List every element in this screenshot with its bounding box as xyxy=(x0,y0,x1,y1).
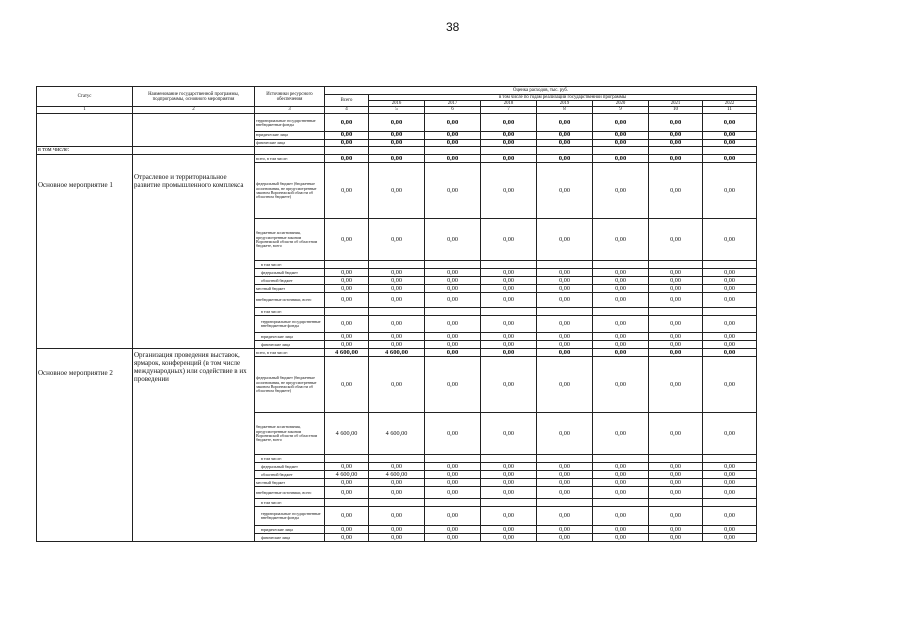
value-cell: 0,00 xyxy=(425,526,481,534)
source-label: в том числе: xyxy=(255,261,325,269)
header-total: Всего xyxy=(325,95,369,107)
value-cell: 0,00 xyxy=(369,219,425,261)
value-cell: 0,00 xyxy=(593,155,649,163)
value-cell: 0,00 xyxy=(703,413,757,455)
value-cell: 0,00 xyxy=(649,463,703,471)
value-cell: 0,00 xyxy=(593,349,649,357)
header-year: 2021 xyxy=(649,101,703,107)
value-cell: 0,00 xyxy=(481,357,537,413)
value-cell: 0,00 xyxy=(703,333,757,341)
value-cell xyxy=(593,499,649,507)
incl-label: в том числе: xyxy=(37,147,133,155)
value-cell: 0,00 xyxy=(481,132,537,140)
value-cell: 0,00 xyxy=(537,316,593,333)
value-cell: 0,00 xyxy=(703,479,757,487)
value-cell xyxy=(537,308,593,316)
source-label: в том числе: xyxy=(255,499,325,507)
value-cell: 0,00 xyxy=(425,285,481,293)
value-cell: 0,00 xyxy=(481,285,537,293)
column-number: 8 xyxy=(537,107,593,114)
column-number: 9 xyxy=(593,107,649,114)
value-cell xyxy=(537,455,593,463)
value-cell: 0,00 xyxy=(703,269,757,277)
value-cell: 0,00 xyxy=(325,316,369,333)
value-cell: 0,00 xyxy=(369,139,425,147)
source-label: бюджетные ассигнования, предусмотренные законом Воронежской области об областном бюджете, всего xyxy=(255,413,325,455)
value-cell: 0,00 xyxy=(537,155,593,163)
value-cell: 0,00 xyxy=(425,333,481,341)
value-cell: 0,00 xyxy=(481,479,537,487)
value-cell: 0,00 xyxy=(425,277,481,285)
table-row xyxy=(37,155,757,163)
source-label: федеральный бюджет (бюджетные ассигнования, не предусмотренные законом Воронежской области об областном бюджете) xyxy=(255,357,325,413)
value-cell: 0,00 xyxy=(325,293,369,308)
value-cell: 0,00 xyxy=(703,285,757,293)
source-label: федеральный бюджет (бюджетные ассигнования, не предусмотренные законом Воронежской области об областном бюджете) xyxy=(255,163,325,219)
value-cell: 0,00 xyxy=(593,471,649,479)
value-cell xyxy=(703,499,757,507)
value-cell: 0,00 xyxy=(703,139,757,147)
value-cell: 0,00 xyxy=(593,269,649,277)
value-cell: 0,00 xyxy=(325,333,369,341)
source-label: бюджетные ассигнования, предусмотренные законом Воронежской области об областном бюджете, всего xyxy=(255,219,325,261)
value-cell: 0,00 xyxy=(425,219,481,261)
value-cell: 4 600,00 xyxy=(369,471,425,479)
value-cell: 0,00 xyxy=(649,526,703,534)
status-cell-empty xyxy=(37,114,133,147)
header-year: 2017 xyxy=(425,101,481,107)
empty-cell xyxy=(133,147,255,155)
measure-name: Отраслевое и территориальное развитие промышленного комплекса xyxy=(133,155,255,349)
source-label: местный бюджет xyxy=(255,479,325,487)
value-cell: 0,00 xyxy=(537,219,593,261)
value-cell: 0,00 xyxy=(649,155,703,163)
value-cell xyxy=(425,308,481,316)
value-cell: 4 600,00 xyxy=(369,349,425,357)
value-cell: 0,00 xyxy=(537,139,593,147)
value-cell: 0,00 xyxy=(425,479,481,487)
value-cell: 4 600,00 xyxy=(325,413,369,455)
value-cell: 0,00 xyxy=(537,132,593,140)
table-row xyxy=(37,114,757,132)
value-cell: 0,00 xyxy=(425,269,481,277)
column-number: 3 xyxy=(255,107,325,114)
value-cell: 0,00 xyxy=(481,219,537,261)
value-cell: 0,00 xyxy=(481,487,537,499)
source-label: в том числе: xyxy=(255,308,325,316)
value-cell: 0,00 xyxy=(649,341,703,349)
value-cell: 0,00 xyxy=(369,155,425,163)
value-cell: 0,00 xyxy=(369,479,425,487)
source-label: федеральный бюджет xyxy=(255,463,325,471)
value-cell: 0,00 xyxy=(425,357,481,413)
value-cell: 0,00 xyxy=(325,534,369,542)
empty-cell xyxy=(593,147,649,155)
value-cell: 0,00 xyxy=(325,487,369,499)
value-cell: 0,00 xyxy=(537,277,593,285)
value-cell: 0,00 xyxy=(593,316,649,333)
value-cell xyxy=(537,261,593,269)
empty-cell xyxy=(255,147,325,155)
value-cell: 0,00 xyxy=(703,471,757,479)
value-cell: 0,00 xyxy=(369,316,425,333)
value-cell xyxy=(369,308,425,316)
header-estimate: Оценка расходов, тыс. руб. xyxy=(325,87,757,95)
value-cell: 0,00 xyxy=(369,277,425,285)
empty-cell xyxy=(369,147,425,155)
value-cell xyxy=(649,261,703,269)
value-cell: 0,00 xyxy=(369,463,425,471)
empty-cell xyxy=(649,147,703,155)
value-cell xyxy=(649,308,703,316)
source-label: территориальные государственные внебюджетные фонды xyxy=(255,507,325,526)
value-cell xyxy=(593,308,649,316)
value-cell: 0,00 xyxy=(703,341,757,349)
value-cell: 0,00 xyxy=(537,479,593,487)
value-cell: 0,00 xyxy=(325,479,369,487)
source-label: юридические лица xyxy=(255,333,325,341)
value-cell: 0,00 xyxy=(481,155,537,163)
value-cell: 0,00 xyxy=(703,293,757,308)
table-row xyxy=(37,147,757,155)
value-cell: 0,00 xyxy=(369,163,425,219)
value-cell: 0,00 xyxy=(593,293,649,308)
value-cell: 0,00 xyxy=(537,463,593,471)
value-cell: 0,00 xyxy=(481,163,537,219)
value-cell: 0,00 xyxy=(593,526,649,534)
value-cell: 0,00 xyxy=(649,357,703,413)
value-cell xyxy=(369,455,425,463)
value-cell: 0,00 xyxy=(703,487,757,499)
value-cell: 0,00 xyxy=(425,507,481,526)
value-cell xyxy=(703,308,757,316)
value-cell: 0,00 xyxy=(481,526,537,534)
value-cell: 0,00 xyxy=(537,349,593,357)
source-label: федеральный бюджет xyxy=(255,269,325,277)
value-cell xyxy=(325,455,369,463)
value-cell: 0,00 xyxy=(425,139,481,147)
value-cell: 0,00 xyxy=(481,534,537,542)
value-cell: 0,00 xyxy=(593,219,649,261)
source-label: областной бюджет xyxy=(255,277,325,285)
value-cell: 0,00 xyxy=(369,269,425,277)
value-cell: 0,00 xyxy=(325,139,369,147)
value-cell: 0,00 xyxy=(537,114,593,132)
value-cell xyxy=(325,308,369,316)
column-number: 5 xyxy=(369,107,425,114)
value-cell: 0,00 xyxy=(537,285,593,293)
value-cell: 0,00 xyxy=(593,534,649,542)
value-cell: 0,00 xyxy=(593,487,649,499)
value-cell: 0,00 xyxy=(325,277,369,285)
value-cell: 0,00 xyxy=(649,333,703,341)
value-cell: 0,00 xyxy=(537,526,593,534)
value-cell: 4 600,00 xyxy=(325,471,369,479)
value-cell: 0,00 xyxy=(649,114,703,132)
header-year: 2019 xyxy=(537,101,593,107)
value-cell: 0,00 xyxy=(481,139,537,147)
empty-cell xyxy=(481,147,537,155)
value-cell: 0,00 xyxy=(325,163,369,219)
value-cell: 0,00 xyxy=(593,114,649,132)
value-cell: 0,00 xyxy=(649,269,703,277)
value-cell: 0,00 xyxy=(593,507,649,526)
value-cell: 0,00 xyxy=(481,341,537,349)
value-cell: 0,00 xyxy=(649,277,703,285)
value-cell: 0,00 xyxy=(369,507,425,526)
value-cell: 0,00 xyxy=(425,413,481,455)
value-cell: 0,00 xyxy=(703,316,757,333)
value-cell: 0,00 xyxy=(425,163,481,219)
empty-cell xyxy=(325,147,369,155)
value-cell: 0,00 xyxy=(325,155,369,163)
value-cell: 0,00 xyxy=(537,163,593,219)
value-cell: 0,00 xyxy=(537,357,593,413)
value-cell: 0,00 xyxy=(649,139,703,147)
value-cell: 0,00 xyxy=(425,132,481,140)
value-cell: 0,00 xyxy=(537,413,593,455)
value-cell: 0,00 xyxy=(593,285,649,293)
value-cell: 0,00 xyxy=(369,114,425,132)
source-label: внебюджетные источники, всего xyxy=(255,293,325,308)
value-cell: 0,00 xyxy=(703,277,757,285)
value-cell: 0,00 xyxy=(593,139,649,147)
value-cell: 0,00 xyxy=(369,534,425,542)
source-label: местный бюджет xyxy=(255,285,325,293)
value-cell: 0,00 xyxy=(593,479,649,487)
measure-status: Основное мероприятие 2 xyxy=(37,349,133,542)
value-cell: 0,00 xyxy=(369,487,425,499)
value-cell: 0,00 xyxy=(593,413,649,455)
value-cell: 0,00 xyxy=(425,349,481,357)
value-cell: 0,00 xyxy=(703,219,757,261)
value-cell: 0,00 xyxy=(425,487,481,499)
column-number: 4 xyxy=(325,107,369,114)
name-cell-empty xyxy=(133,114,255,147)
value-cell: 0,00 xyxy=(425,114,481,132)
empty-cell xyxy=(703,147,757,155)
value-cell: 0,00 xyxy=(703,163,757,219)
value-cell: 0,00 xyxy=(537,487,593,499)
value-cell: 0,00 xyxy=(325,285,369,293)
value-cell xyxy=(425,455,481,463)
value-cell: 0,00 xyxy=(593,277,649,285)
value-cell: 0,00 xyxy=(325,507,369,526)
value-cell: 0,00 xyxy=(593,132,649,140)
value-cell: 0,00 xyxy=(649,413,703,455)
value-cell: 0,00 xyxy=(593,357,649,413)
value-cell: 0,00 xyxy=(481,507,537,526)
value-cell: 0,00 xyxy=(325,132,369,140)
value-cell: 0,00 xyxy=(481,316,537,333)
value-cell xyxy=(325,261,369,269)
value-cell: 0,00 xyxy=(537,269,593,277)
value-cell: 0,00 xyxy=(649,219,703,261)
value-cell: 0,00 xyxy=(369,526,425,534)
source-label: всего, в том числе: xyxy=(255,349,325,357)
value-cell xyxy=(649,499,703,507)
value-cell xyxy=(325,499,369,507)
value-cell: 0,00 xyxy=(325,219,369,261)
value-cell: 0,00 xyxy=(703,463,757,471)
value-cell: 0,00 xyxy=(369,293,425,308)
value-cell: 0,00 xyxy=(325,341,369,349)
value-cell: 0,00 xyxy=(593,333,649,341)
value-cell xyxy=(425,499,481,507)
value-cell: 0,00 xyxy=(369,333,425,341)
value-cell: 0,00 xyxy=(425,341,481,349)
value-cell: 0,00 xyxy=(425,155,481,163)
value-cell: 0,00 xyxy=(425,463,481,471)
value-cell: 0,00 xyxy=(649,316,703,333)
source-label: физические лица xyxy=(255,341,325,349)
value-cell: 0,00 xyxy=(537,333,593,341)
value-cell: 0,00 xyxy=(537,293,593,308)
value-cell: 0,00 xyxy=(649,132,703,140)
value-cell: 0,00 xyxy=(425,293,481,308)
source-label: территориальные государственные внебюджетные фонды xyxy=(255,114,325,132)
value-cell: 0,00 xyxy=(537,341,593,349)
header-year: 2022 xyxy=(703,101,757,107)
value-cell: 0,00 xyxy=(481,114,537,132)
value-cell: 0,00 xyxy=(649,285,703,293)
source-label: областной бюджет xyxy=(255,471,325,479)
header-year: 2018 xyxy=(481,101,537,107)
value-cell: 0,00 xyxy=(369,285,425,293)
value-cell: 0,00 xyxy=(369,341,425,349)
value-cell xyxy=(481,499,537,507)
value-cell: 0,00 xyxy=(649,471,703,479)
header-year: 2020 xyxy=(593,101,649,107)
value-cell xyxy=(593,455,649,463)
value-cell xyxy=(369,261,425,269)
value-cell: 0,00 xyxy=(649,507,703,526)
value-cell: 0,00 xyxy=(537,534,593,542)
value-cell: 0,00 xyxy=(703,114,757,132)
value-cell: 0,00 xyxy=(425,316,481,333)
source-label: территориальные государственные внебюджетные фонды xyxy=(255,316,325,333)
value-cell: 0,00 xyxy=(649,534,703,542)
value-cell xyxy=(537,499,593,507)
column-number: 7 xyxy=(481,107,537,114)
column-number: 10 xyxy=(649,107,703,114)
source-label: всего, в том числе: xyxy=(255,155,325,163)
source-label: в том числе: xyxy=(255,455,325,463)
value-cell: 0,00 xyxy=(649,293,703,308)
column-number: 11 xyxy=(703,107,757,114)
value-cell: 0,00 xyxy=(703,132,757,140)
value-cell: 0,00 xyxy=(537,507,593,526)
value-cell: 0,00 xyxy=(593,463,649,471)
table-row xyxy=(37,349,757,357)
measure-status: Основное мероприятие 1 xyxy=(37,155,133,349)
value-cell: 0,00 xyxy=(325,269,369,277)
value-cell: 0,00 xyxy=(481,277,537,285)
value-cell xyxy=(425,261,481,269)
source-label: внебюджетные источники, всего xyxy=(255,487,325,499)
value-cell: 0,00 xyxy=(703,349,757,357)
value-cell: 0,00 xyxy=(649,487,703,499)
value-cell xyxy=(593,261,649,269)
empty-cell xyxy=(425,147,481,155)
value-cell: 0,00 xyxy=(369,132,425,140)
value-cell xyxy=(481,261,537,269)
value-cell: 0,00 xyxy=(481,413,537,455)
value-cell: 0,00 xyxy=(325,357,369,413)
value-cell: 0,00 xyxy=(481,349,537,357)
value-cell: 0,00 xyxy=(369,357,425,413)
header-program-name: Наименование государственной программы, подпрограммы, основного мероприятия xyxy=(133,87,255,107)
header-year: 2016 xyxy=(369,101,425,107)
value-cell: 0,00 xyxy=(703,507,757,526)
value-cell: 0,00 xyxy=(593,163,649,219)
value-cell: 0,00 xyxy=(649,349,703,357)
value-cell: 0,00 xyxy=(481,269,537,277)
value-cell: 0,00 xyxy=(325,463,369,471)
column-number: 1 xyxy=(37,107,133,114)
value-cell xyxy=(369,499,425,507)
value-cell: 0,00 xyxy=(481,333,537,341)
value-cell xyxy=(703,455,757,463)
value-cell: 0,00 xyxy=(481,471,537,479)
value-cell: 0,00 xyxy=(537,471,593,479)
value-cell: 0,00 xyxy=(703,155,757,163)
page-number: 38 xyxy=(446,20,460,34)
value-cell xyxy=(481,308,537,316)
header-status: Статус xyxy=(37,87,133,107)
budget-table xyxy=(36,86,757,542)
value-cell: 4 600,00 xyxy=(325,349,369,357)
value-cell: 0,00 xyxy=(649,163,703,219)
source-label: юридические лица xyxy=(255,526,325,534)
source-label: физические лица xyxy=(255,534,325,542)
value-cell: 0,00 xyxy=(425,471,481,479)
value-cell: 0,00 xyxy=(325,526,369,534)
value-cell: 4 600,00 xyxy=(369,413,425,455)
value-cell: 0,00 xyxy=(325,114,369,132)
column-number: 2 xyxy=(133,107,255,114)
source-label: физические лица xyxy=(255,139,325,147)
value-cell xyxy=(703,261,757,269)
value-cell xyxy=(481,455,537,463)
value-cell xyxy=(649,455,703,463)
header-incl-years: в том числе по годам реализации государственной программы xyxy=(369,95,757,101)
value-cell: 0,00 xyxy=(703,534,757,542)
source-label: юридические лица xyxy=(255,132,325,140)
value-cell: 0,00 xyxy=(649,479,703,487)
value-cell: 0,00 xyxy=(593,341,649,349)
empty-cell xyxy=(537,147,593,155)
value-cell: 0,00 xyxy=(703,357,757,413)
value-cell: 0,00 xyxy=(481,293,537,308)
header-sources: Источники ресурсного обеспечения xyxy=(255,87,325,107)
value-cell: 0,00 xyxy=(703,526,757,534)
value-cell: 0,00 xyxy=(481,463,537,471)
measure-name: Организация проведения выставок, ярмарок, конференций (в том числе международных) или содействие в их проведении xyxy=(133,349,255,542)
value-cell: 0,00 xyxy=(425,534,481,542)
column-number: 6 xyxy=(425,107,481,114)
